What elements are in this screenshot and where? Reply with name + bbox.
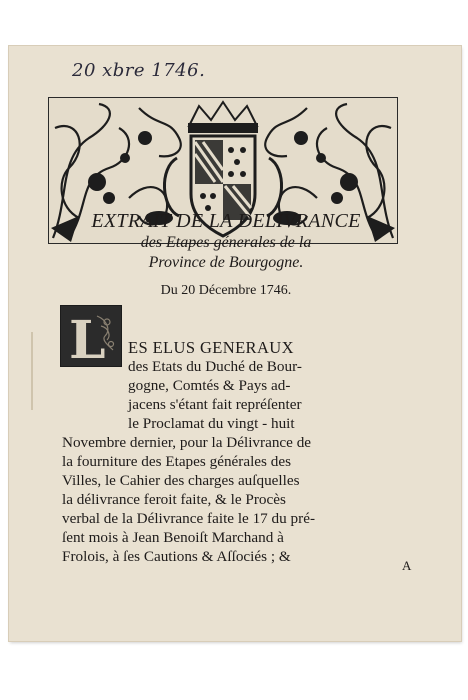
- body-line: ſent mois à Jean Benoiſt Marchand à: [62, 529, 284, 546]
- document-subtitle-line2: Province de Bourgogne.: [148, 254, 304, 271]
- ornamental-drop-cap: [60, 305, 122, 367]
- body-line: le Proclamat du vingt - huit: [128, 415, 295, 432]
- body-line: des Etats du Duché de Bour-: [128, 358, 302, 375]
- signature-mark: A: [402, 558, 412, 573]
- body-line: Novembre dernier, pour la Délivrance de: [62, 434, 312, 451]
- body-line: Villes, le Cahier des charges auſquelles: [62, 472, 300, 489]
- svg-text:L: L: [69, 310, 106, 366]
- body-line: verbal de la Délivrance faite le 17 du pré-: [62, 510, 315, 527]
- body-line: Frolois, à ſes Cautions & Aſſociés ; &: [62, 548, 291, 565]
- handwritten-note: 20 xbre 1746.: [72, 60, 206, 81]
- document-subtitle-line1: des Etapes génerales de la: [140, 234, 312, 251]
- document-title: EXTRAIT DE LA DELIVRANCE: [91, 210, 361, 232]
- body-line: jacens s'étant fait repréſenter: [128, 396, 302, 413]
- body-line: la fourniture des Etapes générales des: [62, 453, 291, 470]
- body-line: ES ELUS GENERAUX: [128, 338, 294, 357]
- body-line: gogne, Comtés & Pays ad-: [128, 377, 291, 394]
- body-line: la délivrance feroit faite, & le Procès: [62, 491, 286, 508]
- document-date: Du 20 Décembre 1746.: [160, 283, 292, 298]
- binding-stitch: [31, 332, 36, 410]
